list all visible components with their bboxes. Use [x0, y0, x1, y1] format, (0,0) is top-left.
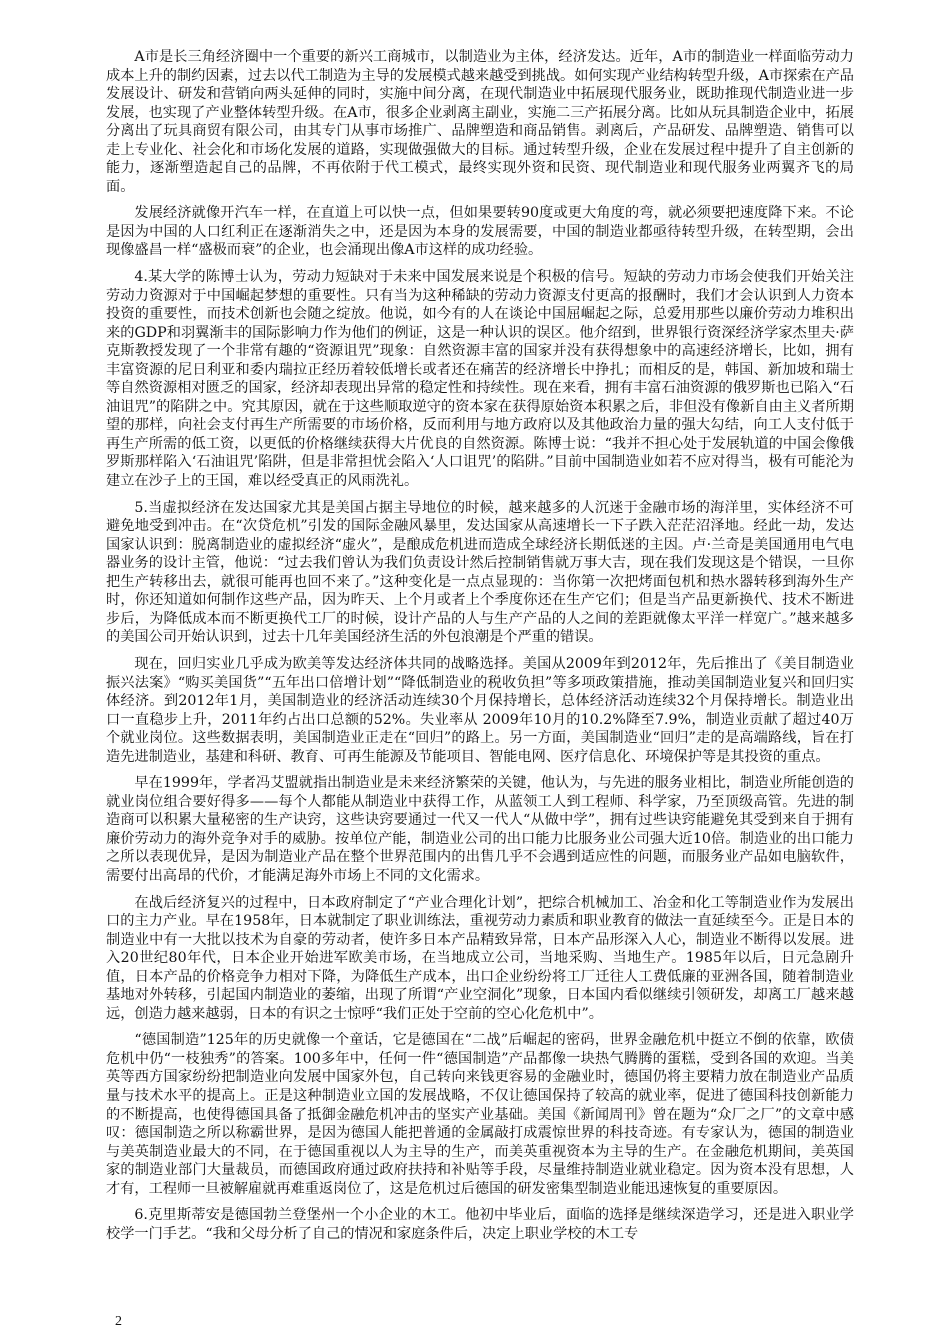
paragraph-germany: “德国制造”125年的历史就像一个童话，它是德国在“二战”后崛起的密码，世界金融危机中挺立不倒的依靠，欧债危机中仍“一枝独秀”的答案。100多年中，任何一件“德国制造”产品都像一块热气腾腾的蛋糕，受到各国的欢迎。当美英等西方国家纷纷把制造业向发展中国家外包，自己转向来钱更容易的金融业时，德国仍将主要精力放在制造业产品质量与技术水平的提高上。正是这种制造业立国的发展战略，不仅让德国保持了较高的就业率，促进了德国科技创新能力的不断提高，也使得德国具备了抵御金融危机冲击的坚实产业基础。美国《新闻周刊》曾在题为“众厂之厂”的文章中感叹：德国制造之所以称霸世界，是因为德国人能把普通的金属敲打成震惊世界的科技奇迹。有专家认为，德国的制造业与美英制造业最大的不同，在于德国重视以人为主导的生产，而美英重视资本为主导的生产。在金融危机期间，美英国家的制造业部门大量裁员，而德国政府通过政府扶持和补贴等手段，尽量维持制造业就业稳定。因为资本没有思想，人才有，工程师一旦被解雇就再难重返岗位了，这是危机过后德国的研发密集型制造业能迅速恢复的重要原因。	[106, 1032, 854, 1197]
paragraph-economy-analogy: 发展经济就像开汽车一样，在直道上可以快一点，但如果要转90度或更大角度的弯，就必须要把速度降下来。不论是因为中国的人口红利正在逐渐消失之中，还是因为本身的发展需要，中国的制造业都亟待转型升级，在转型期，会出现像盛昌一样“盛极而衰”的企业，也会涌现出像A市这样的成功经验。	[106, 205, 854, 259]
paragraph-material-6: 6.克里斯蒂安是德国勃兰登堡州一个小企业的木工。他初中毕业后，面临的选择是继续深造学习，还是进入职业学校学一门手艺。“我和父母分析了自己的情况和家庭条件后，决定上职业学校的木工专	[106, 1207, 854, 1242]
paragraph-material-4: 4.某大学的陈博士认为，劳动力短缺对于未来中国发展来说是个积极的信号。短缺的劳动力市场会使我们开始关注劳动力资源对于中国崛起梦想的重要性。只有当为这种稀缺的劳动力资源支付更高的报酬时，我们才会认识到人力资本投资的重要性，而技术创新也会随之绽放。他说，如今有的人在谈论中国屈崛起之际，总爱用那些以廉价劳动力堆积出来的GDP和羽翼渐丰的国际影响力作为他们的例证，这是一种认识的误区。他介绍到，世界银行资深经济学家杰里夫·萨克斯教授发现了一个非常有趣的“资源诅咒”现象：自然资源丰富的国家并没有获得想象中的高速经济增长，比如，拥有丰富资源的尼日利亚和委内瑞拉正经历着较低增长或者还在痛苦的经济增长中挣扎；而相反的是，韩国、新加坡和瑞士等自然资源相对匮乏的国家，经济却表现出异常的稳定性和持续性。现在来看，拥有丰富石油资源的俄罗斯也已陷入“石油诅咒”的陷阱之中。究其原因，就在于这些顺取逆守的资本家在获得原始资本积累之后，非但没有像新自由主义者所期望的那样，向社会支付再生产所需要的市场价格，反而利用与地方政府以及其他政治力量的强大勾结，向工人支付低于再生产所需的低工资，以更低的价格继续获得大片优良的自然资源。陈博士说：“我并不担心处于发展轨道的中国会像俄罗斯那样陷入‘石油诅咒’陷阱，但是非常担忧会陷入‘人口诅咒’的陷阱。”目前中国制造业如若不应对得当，极有可能沦为建立在沙子上的王国，难以经受真正的风雨洗礼。	[106, 269, 854, 490]
document-body	[106, 48, 854, 1251]
paragraph-material-5: 5.当虚拟经济在发达国家尤其是美国占据主导地位的时候，越来越多的人沉迷于金融市场的海洋里，实体经济不可避免地受到冲击。在“次贷危机”引发的国际金融风暴里，发达国家从高速增长一下子跌入茫茫沼泽地。经此一劫，发达国家认识到：脱离制造业的虚拟经济“虚火”，是酿成危机进而造成全球经济长期低迷的主因。卢·兰奇是美国通用电气电器业务的设计主管，他说：“过去我们曾认为我们负责设计然后控制销售就万事大吉，现在我们发现这是个错误，一旦你把生产转移出去，就很可能再也回不来了。”这种变化是一点点显现的：当你第一次把烤面包机和热水器转移到海外生产时，你还知道如何制作这些产品，因为昨天、上个月或者上个季度你还在生产它们；但是当产品更新换代、技术不断进步后，为降低成本而不断更换代工厂的时候，设计产品的人与生产产品的人之间的差距就像太平洋一样宽广。”越来越多的美国公司开始认识到，过去十几年美国经济生活的外包浪潮是个严重的错误。	[106, 499, 854, 646]
paragraph-a-city: A市是长三角经济圈中一个重要的新兴工商城市，以制造业为主体，经济发达。近年，A市的制造业一样面临劳动力成本上升的制约因素，过去以代工制造为主导的发展模式越来越受到挑战。如何实现产业结构转型升级，A市探索在产品发展设计、研发和营销向两头延伸的同时，实施中间分离，在现代制造业中拓展现代服务业，既助推现代制造业进一步发展，也实现了产业整体转型升级。在A市，很多企业剥离主副业，实施二三产拓展分离。比如从玩具制造企业中，拓展分离出了玩具商贸有限公司，由其专门从事市场推广、品牌塑造和商品销售。剥离后，产品研发、品牌塑造、销售可以走上专业化、社会化和市场化发展的道路，实现做强做大的目标。通过转型升级，企业在发展过程中提升了自主创新的能力，逐渐塑造起自己的品牌，不再依附于代工模式，最终实现外资和民资、现代制造业和现代服务业两翼齐飞的局面。	[106, 49, 854, 195]
page-number: 2	[115, 1314, 122, 1329]
paragraph-manufacturing-jobs: 早在1999年，学者冯艾盟就指出制造业是未来经济繁荣的关键，他认为，与先进的服务业相比，制造业所能创造的就业岗位组合要好得多——每个人都能从制造业中获得工作，从蓝领工人到工程师、科学家，乃至顶级高管。先进的制造商可以积累大量秘密的生产诀窍，这些诀窍要通过一代又一代人“从做中学”，拥有过些诀窍能避免其受到来自于拥有廉价劳动力的海外竞争对手的威胁。按单位产能，制造业公司的出口能力比服务业公司强大近10倍。制造业的出口能力之所以表现优异，是因为制造业产品在整个世界范围内的出售几乎不会遇到适应性的问题，而服务业产品如电脑软件，需要付出高昂的代价，才能满足海外市场上不同的文化需求。	[106, 775, 854, 884]
paragraph-us-reindustrialization: 现在，回归实业几乎成为欧美等发达经济体共同的战略选择。美国从2009年到2012年，先后推出了《美目制造业振兴法案》“购买美国货”“五年出口倍增计划”“降低制造业的税收负担”等多项政策措施，推动美国制造业复兴和回归实体经济。到2012年1月，美国制造业的经济活动连续30个月保持增长，总体经济活动连续32个月保持增长。制造业出口一直稳步上升，2011年约占出口总额的52%。失业率从 2009年10月的10.2%降至7.9%，制造业贡献了超过40万个就业岗位。这些数据表明，美国制造业正走在“回归”的路上。另一方面，美国制造业“回归”走的是高端路线，旨在打造先进制造业，基建和科研、教育、可再生能源及节能项目、智能电网、医疗信息化、环境保护等是其投资的重点。	[106, 655, 854, 765]
paragraph-japan: 在战后经济复兴的过程中，日本政府制定了“产业合理化计划”，把综合机械加工、冶金和化工等制造业作为发展出口的主力产业。早在1958年，日本就制定了职业训练法，重视劳动力素质和职业教育的做法一直延续至今。正是日本的制造业中有一大批以技术为自豪的劳动者，使许多日本产品精致异常，日本产品形深入人心，制造业不断得以发展。进入20世纪80年代，日本企业开始进军欧美市场，在当地成立公司，当地采购、当地生产。1985年以后，日元急剧升值，日本产品的价格竞争力相对下降，为降低生产成本，出口企业纷纷将工厂迁往人工费低廉的亚洲各国，随着制造业基地对外转移，引起国内制造业的萎缩，出现了所谓“产业空洞化”现象，日本国内看似继续引领研发，却离工厂越来越远，创造力越来越弱，日本的有识之士惊呼“我们正处于空前的空心化危机中”。	[106, 894, 854, 1022]
